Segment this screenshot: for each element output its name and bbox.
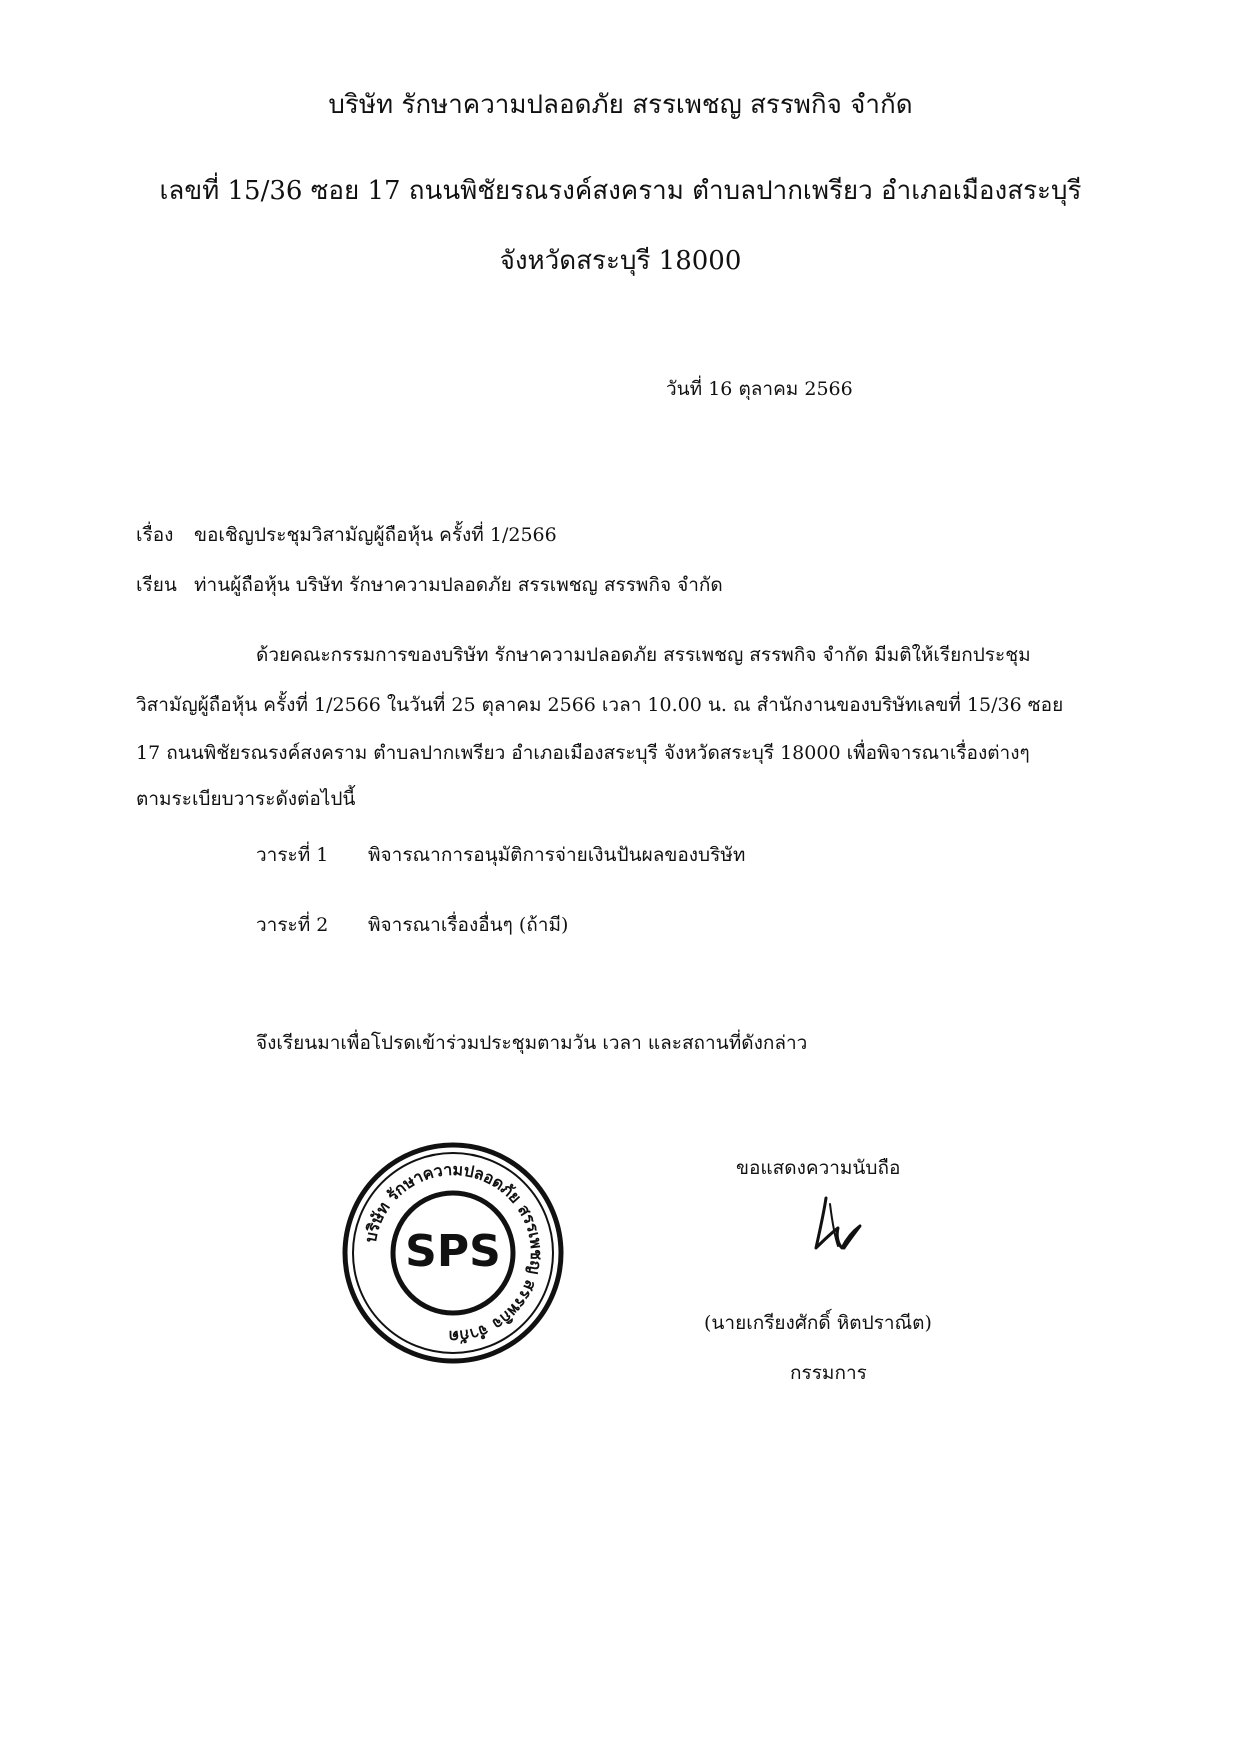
handwritten-signature: [808, 1190, 868, 1260]
recipient-text: ท่านผู้ถือหุ้น บริษัท รักษาความปลอดภัย สรรเพชญ สรรพกิจ จำกัด: [194, 574, 723, 596]
body-line: 17 ถนนพิชัยรณรงค์สงคราม ตำบลปากเพรียว อำเภอเมืองสระบุรี จังหวัดสระบุรี 18000 เพื่อพิจารณาเรื่องต่างๆ: [136, 742, 1030, 764]
body-line: วิสามัญผู้ถือหุ้น ครั้งที่ 1/2566 ในวันที่ 25 ตุลาคม 2566 เวลา 10.00 น. ณ สำนักงานของบริษัทเลขที่ 15/36 ซอย: [136, 694, 1064, 716]
closing-sentence: จึงเรียนมาเพื่อโปรดเข้าร่วมประชุมตามวัน เวลา และสถานที่ดังกล่าว: [256, 1032, 808, 1054]
subject-text: ขอเชิญประชุมวิสามัญผู้ถือหุ้น ครั้งที่ 1/2566: [194, 524, 557, 546]
signer-name: (นายเกรียงศักดิ์ หิตปราณีต): [704, 1312, 932, 1334]
recipient-line: [136, 570, 723, 600]
subject-label: เรื่อง: [136, 524, 174, 546]
seal-center-text: SPS: [405, 1226, 501, 1277]
regards-text: ขอแสดงความนับถือ: [736, 1157, 901, 1179]
company-address-line2: จังหวัดสระบุรี 18000: [499, 246, 742, 276]
agenda-item: [256, 840, 745, 870]
body-line: ด้วยคณะกรรมการของบริษัท รักษาความปลอดภัย สรรเพชญ สรรพกิจ จำกัด มีมติให้เรียกประชุม: [256, 644, 1031, 666]
letter-date: วันที่ 16 ตุลาคม 2566: [666, 378, 853, 400]
company-name: บริษัท รักษาความปลอดภัย สรรเพชญ สรรพกิจ จำกัด: [328, 90, 913, 120]
company-address-line1: เลขที่ 15/36 ซอย 17 ถนนพิชัยรณรงค์สงคราม ตำบลปากเพรียว อำเภอเมืองสระบุรี: [159, 176, 1082, 206]
signer-position: กรรมการ: [790, 1362, 867, 1384]
seal-ring-text: บริษัท รักษาความปลอดภัย สรรเพชญ สรรพกิจ จำกัด: [360, 1159, 547, 1347]
body-line: ตามระเบียบวาระดังต่อไปนี้: [136, 788, 356, 810]
agenda-text: พิจารณาการอนุมัติการจ่ายเงินปันผลของบริษัท: [368, 844, 746, 866]
recipient-label: เรียน: [136, 574, 177, 596]
subject-line: [136, 520, 557, 550]
agenda-item: [256, 910, 568, 940]
agenda-text: พิจารณาเรื่องอื่นๆ (ถ้ามี): [368, 914, 569, 936]
agenda-number: วาระที่ 2: [256, 914, 329, 936]
company-seal-stamp: [340, 1140, 566, 1366]
agenda-number: วาระที่ 1: [256, 844, 329, 866]
